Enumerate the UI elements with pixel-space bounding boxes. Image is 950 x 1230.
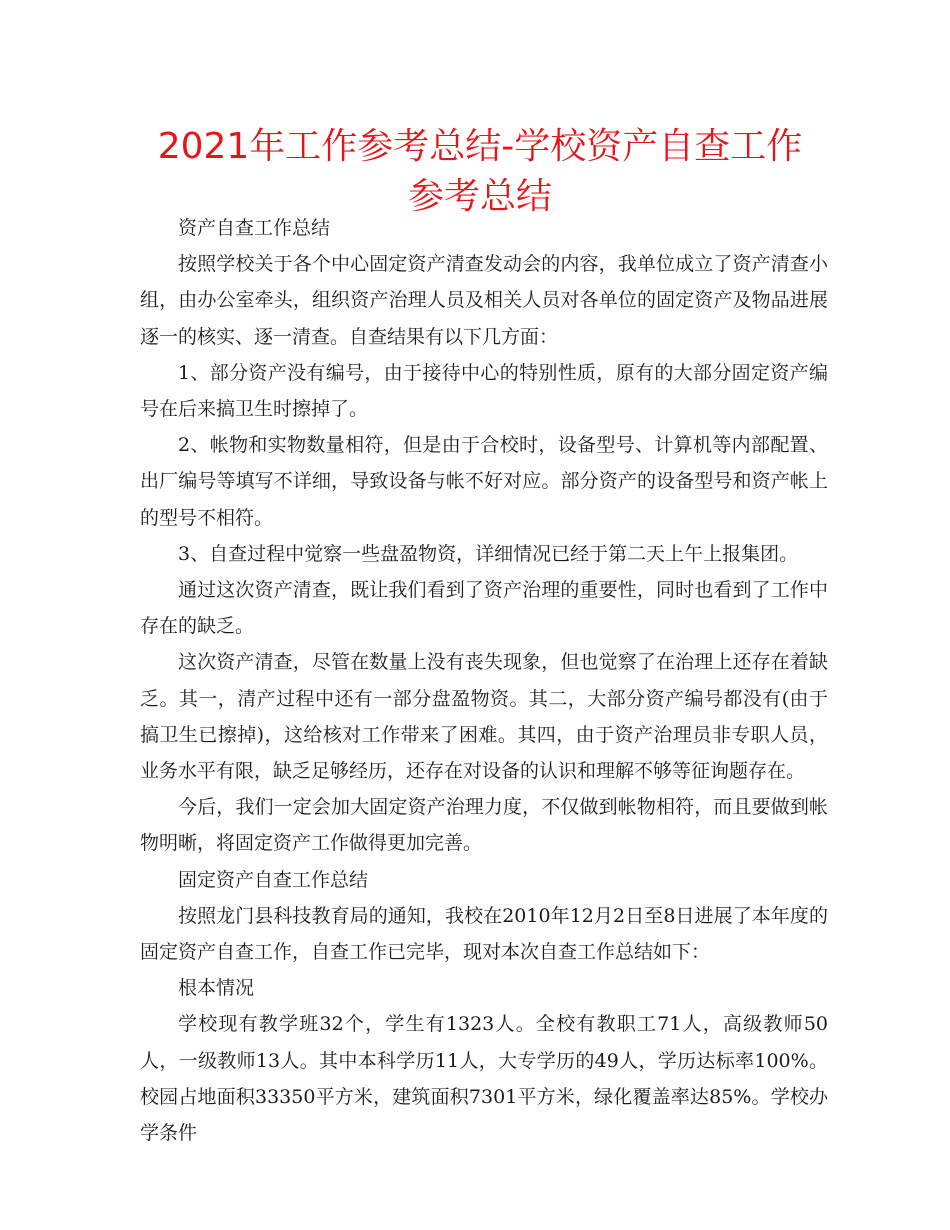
paragraph: 按照学校关于各个中心固定资产清查发动会的内容，我单位成立了资产清查小组，由办公室牵头，组织资产治理人员及相关人员对各单位的固定资产及物品进展逐一的核实、逐一清查。自查结果有以下几方面： — [140, 253, 828, 348]
list-item: 3、自查过程中觉察一些盘盈物资，详细情况已经于第二天上午上报集团。 — [178, 542, 799, 565]
section-heading: 固定资产自查工作总结 — [178, 868, 369, 891]
document-title: 2021年工作参考总结-学校资产自查工作参考总结 — [157, 126, 803, 217]
paragraph: 这次资产清查，尽管在数量上没有丧失现象，但也觉察了在治理上还存在着缺乏。其一，清产过程中还有一部分盘盈物资。其二，大部分资产编号都没有(由于搞卫生已擦掉)，这给核对工作带来了困难。其四，由于资产治理员非专职人员，业务水平有限，缺乏足够经历，还存在对设备的认识和理解不够等征询题存在。 — [140, 651, 828, 783]
document-body — [140, 210, 828, 1151]
list-item: 2、帐物和实物数量相符，但是由于合校时，设备型号、计算机等内部配置、出厂编号等填写不详细，导致设备与帐不好对应。部分资产的设备型号和资产帐上的型号不相符。 — [140, 434, 828, 529]
paragraph: 通过这次资产清查，既让我们看到了资产治理的重要性，同时也看到了工作中存在的缺乏。 — [140, 579, 828, 638]
section-heading: 资产自查工作总结 — [178, 217, 331, 239]
paragraph: 按照龙门县科技教育局的通知，我校在2010年12月2日至8日进展了本年度的固定资产自查工作，自查工作已完毕，现对本次自查工作总结如下： — [140, 904, 828, 964]
subsection-heading: 根本情况 — [178, 977, 255, 1000]
paragraph: 今后，我们一定会加大固定资产治理力度，不仅做到帐物相符，而且要做到帐物明晰，将固定资产工作做得更加完善。 — [140, 796, 828, 855]
paragraph: 学校现有教学班32个，学生有1323人。全校有教职工71人，高级教师50人，一级教师13人。其中本科学历11人，大专学历的49人，学历达标率100%。校园占地面积33350平方米，建筑面积7301平方米，绿化覆盖率达85%。学校办学条件 — [140, 1013, 828, 1145]
list-item: 1、部分资产没有编号，由于接待中心的特别性质，原有的大部分固定资产编号在后来搞卫生时擦掉了。 — [140, 361, 828, 421]
